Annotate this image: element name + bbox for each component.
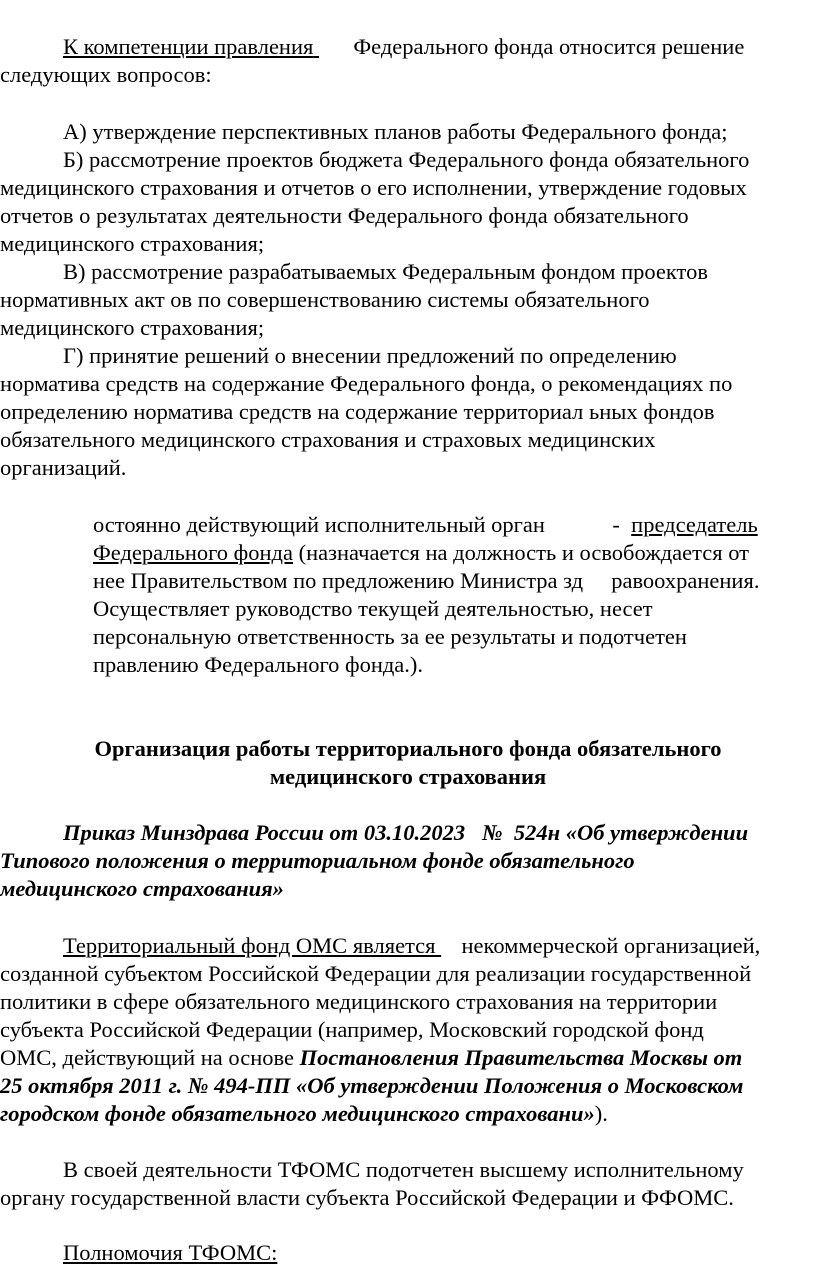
- chairman-term: председатель: [631, 512, 758, 537]
- accountability-line: В своей деятельности ТФОМС подотчетен высшему исполнительному: [63, 1157, 744, 1182]
- list-item-b-cont: медицинского страхования и отчетов о его исполнении, утверждение годовых: [0, 175, 747, 200]
- order-reference: Приказ Минздрава России от 03.10.2023 № 524н «Об утверждении: [63, 820, 749, 845]
- executive-body-text: остоянно действующий исполнительный орган -: [93, 512, 632, 537]
- executive-body-line-3: нее Правительством по предложению Министра зд равоохранения.: [93, 568, 760, 593]
- tfoms-definition-text: некоммерческой организацией,: [461, 933, 761, 958]
- list-item-g-cont: норматива средств на содержание Федерального фонда, о рекомендациях по: [0, 371, 733, 396]
- order-reference-line-3: медицинского страхования»: [0, 876, 284, 901]
- list-item-v-cont: нормативных акт ов по совершенствованию системы обязательного: [0, 287, 650, 312]
- closing-punctuation: ).: [594, 1101, 608, 1126]
- powers-heading: Полномочия ТФОМС:: [63, 1240, 278, 1265]
- accountability-line-2: органу государственной власти субъекта Российской Федерации и ФФОМС.: [0, 1185, 734, 1210]
- tfoms-term: Территориальный фонд ОМС является: [63, 933, 436, 958]
- underline-gap: [313, 33, 339, 61]
- competence-intro-line: [63, 33, 744, 61]
- tfoms-definition-text: ОМС, действующий на основе: [0, 1045, 300, 1070]
- tfoms-definition-line-3: политики в сфере обязательного медицинского страхования на территории: [0, 989, 718, 1014]
- list-item-g: Г) принятие решений о внесении предложений по определению: [63, 343, 677, 368]
- moscow-decree-reference-line-2: 25 октября 2011 г. № 494-ПП «Об утверждении Положения о Московском: [0, 1073, 744, 1098]
- list-item-v: В) рассмотрение разрабатываемых Федеральным фондом проектов: [63, 259, 708, 284]
- tfoms-definition-line-2: созданной субъектом Российской Федерации для реализации государственной: [0, 961, 752, 986]
- list-item-b-cont: отчетов о результатах деятельности Федерального фонда обязательного: [0, 203, 689, 228]
- list-item-b-cont: медицинского страхования;: [0, 231, 265, 256]
- tfoms-definition-line-4: субъекта Российской Федерации (например, Московский городской фонд: [0, 1017, 704, 1042]
- executive-body-line: [93, 511, 758, 539]
- list-item-a: А) утверждение перспективных планов работы Федерального фонда;: [63, 119, 728, 144]
- list-item-g-cont: организаций.: [0, 455, 127, 480]
- executive-body-line-4: Осуществляет руководство текущей деятельностью, несет: [93, 596, 653, 621]
- underline-gap: [436, 932, 444, 960]
- executive-body-line-6: правлению Федерального фонда.).: [93, 652, 424, 677]
- section-heading: Организация работы территориального фонда обязательного: [94, 736, 722, 761]
- list-item-v-cont: медицинского страхования;: [0, 315, 265, 340]
- order-reference-line-2: Типового положения о территориальном фонде обязательного: [0, 848, 635, 873]
- executive-body-line-5: персональную ответственность за ее результаты и подотчетен: [93, 624, 687, 649]
- list-item-g-cont: определению норматива средств на содержание территориал ьных фондов: [0, 399, 715, 424]
- competence-intro-line-2: следующих вопросов:: [0, 62, 212, 87]
- competence-predicate: Федерального фонда относится решение: [353, 34, 745, 59]
- federal-fund-term: Федерального фонда: [93, 540, 293, 565]
- tfoms-definition-line: [63, 932, 760, 960]
- moscow-decree-reference: городском фонде обязательного медицинского страховани»: [0, 1101, 595, 1126]
- list-item-g-cont: обязательного медицинского страхования и страховых медицинских: [0, 427, 656, 452]
- tfoms-definition-line-5: [0, 1044, 742, 1072]
- list-item-b: Б) рассмотрение проектов бюджета Федерального фонда обязательного: [63, 147, 750, 172]
- executive-body-line-2: [93, 539, 749, 567]
- moscow-decree-reference: Постановления Правительства Москвы от: [299, 1045, 743, 1070]
- executive-body-text: (назначается на должность и освобождается от: [292, 540, 750, 565]
- competence-subject: К компетенции правления: [63, 34, 314, 59]
- moscow-decree-reference-line-3: [0, 1100, 608, 1128]
- section-heading-line-2: медицинского страхования: [269, 764, 547, 789]
